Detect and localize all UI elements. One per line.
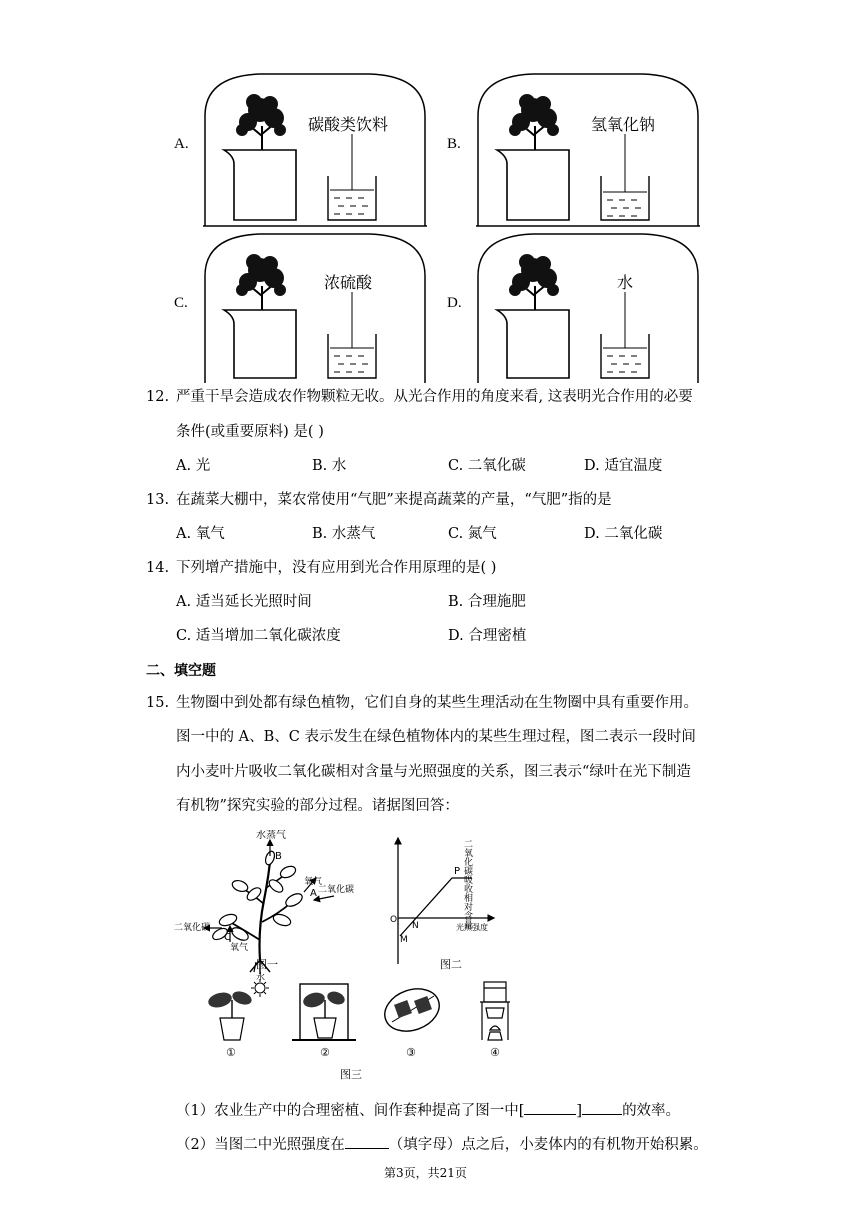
q15-sub1-blank2[interactable] — [582, 1100, 622, 1115]
fig2-label-p: P — [454, 866, 461, 877]
q13-stem: 在蔬菜大棚中，菜农常使用“气肥”来提高蔬菜的产量，“气肥”指的是 — [176, 492, 612, 508]
option-c-diagram — [200, 228, 430, 383]
fig1-label-c: C — [224, 932, 231, 943]
plant-icon — [509, 254, 559, 312]
figure-2-graph — [376, 834, 506, 974]
q15-number: 15. — [146, 695, 170, 711]
q15-sub1-mid: ] — [576, 1103, 583, 1119]
sun-icon — [251, 979, 269, 997]
q11-options — [0, 0, 860, 385]
potted-plant-icon — [207, 989, 254, 1040]
fig1-label-a: A — [310, 888, 317, 899]
figure-3-steps — [190, 978, 520, 1058]
fig3-step-2: ② — [320, 1046, 330, 1058]
q12-option-b: B. 水 — [312, 458, 347, 474]
q13-number: 13. — [146, 492, 170, 508]
fig3-caption: 图三 — [340, 1068, 362, 1081]
option-c-letter: C. — [174, 295, 188, 311]
q14-option-c: C. 适当增加二氧化碳浓度 — [176, 628, 341, 644]
covered-plant-icon — [292, 984, 356, 1040]
fig2-label-m: M — [400, 935, 408, 945]
q15-sub2-pre: （2）当图二中光照强度在 — [176, 1137, 345, 1153]
fig1-oxygen-bottom: 氧气 — [230, 943, 249, 953]
q12-option-a: A. 光 — [176, 458, 211, 474]
fig2-caption: 图二 — [440, 958, 462, 971]
q14-option-d: D. 合理密植 — [448, 628, 527, 644]
leaf-icon — [379, 982, 445, 1039]
q15-sub1 — [176, 1100, 680, 1121]
fig3-step-3: ③ — [406, 1046, 416, 1058]
q12-stem-line2: 条件(或重要原料) 是( ) — [176, 424, 324, 440]
fig1-co2-right: 二氧化碳 — [318, 885, 354, 895]
q15-sub2-blank[interactable] — [345, 1134, 389, 1149]
fig3-step-4: ④ — [490, 1046, 500, 1058]
fig2-label-n: N — [412, 921, 419, 931]
option-d-label: 水 — [617, 273, 634, 292]
q13-option-c: C. 氮气 — [448, 526, 497, 542]
q15-stem-line1: 生物圈中到处都有绿色植物，它们自身的某些生理活动在生物圈中具有重要作用。 — [176, 695, 698, 711]
q15-stem-line3: 内小麦叶片吸收二氧化碳相对含量与光照强度的关系，图三表示“绿叶在光下制造 — [176, 764, 691, 780]
option-a-diagram — [200, 68, 430, 228]
q15-sub2-post: （填字母）点之后，小麦体内的有机物开始积累。 — [388, 1137, 708, 1153]
q15-stem-line2: 图一中的 A、B、C 表示发生在绿色植物体内的某些生理过程，图二表示一段时间 — [176, 729, 696, 745]
q13-option-d: D. 二氧化碳 — [584, 526, 663, 542]
option-c-label: 浓硫酸 — [324, 273, 373, 292]
q15-sub2 — [176, 1134, 708, 1155]
plant-icon — [236, 254, 286, 312]
q12-stem-line1: 严重干旱会造成农作物颗粒无收。从光合作用的角度来看, 这表明光合作用的必要 — [176, 389, 693, 405]
q15-stem-line4: 有机物”探究实验的部分过程。诸据图回答： — [176, 798, 459, 814]
fig3-step-1: ① — [226, 1046, 236, 1058]
q12-number: 12. — [146, 389, 170, 405]
option-b-diagram — [473, 68, 703, 228]
option-b-label: 氢氧化钠 — [591, 115, 656, 134]
q13-option-a: A. 氧气 — [176, 526, 225, 542]
plant-icon — [509, 94, 559, 152]
option-a-letter: A. — [174, 136, 189, 152]
fig1-label-b: B — [275, 851, 282, 862]
q14-option-b: B. 合理施肥 — [448, 594, 526, 610]
q12-option-c: C. 二氧化碳 — [448, 458, 526, 474]
q15-sub1-pre: （1）农业生产中的合理密植、间作套种提高了图一中[ — [176, 1103, 525, 1119]
q14-stem: 下列增产措施中，没有应用到光合作用原理的是( ) — [176, 560, 497, 576]
q15-sub1-blank1[interactable] — [524, 1100, 576, 1115]
fig1-co2-left: 二氧化碳 — [174, 923, 211, 933]
fig1-oxygen-top: 氧气 — [304, 877, 323, 887]
page-footer: 第3页，共21页 — [384, 1166, 467, 1180]
option-b-letter: B. — [447, 136, 461, 152]
q13-option-b: B. 水蒸气 — [312, 526, 376, 542]
q15-sub1-post: 的效率。 — [622, 1103, 681, 1119]
option-d-diagram — [473, 228, 703, 383]
fig1-water: 水 — [256, 973, 266, 980]
fig2-ylabel-text: 二氧化碳吸收相对含量 — [382, 839, 472, 849]
q14-number: 14. — [146, 560, 170, 576]
section-title: 二、填空题 — [146, 663, 216, 679]
fig2-label-o: O — [390, 915, 398, 925]
plant-icon — [236, 94, 286, 152]
fig1-water-vapor: 水蒸气 — [256, 830, 286, 841]
alcohol-lamp-apparatus-icon — [480, 982, 510, 1040]
fig1-caption: 图一 — [256, 958, 278, 971]
fig2-xlabel: 光照强度 — [456, 923, 488, 932]
option-a-label: 碳酸类饮料 — [308, 115, 389, 134]
option-d-letter: D. — [447, 295, 462, 311]
q14-option-a: A. 适当延长光照时间 — [176, 594, 312, 610]
q12-option-d: D. 适宜温度 — [584, 458, 663, 474]
